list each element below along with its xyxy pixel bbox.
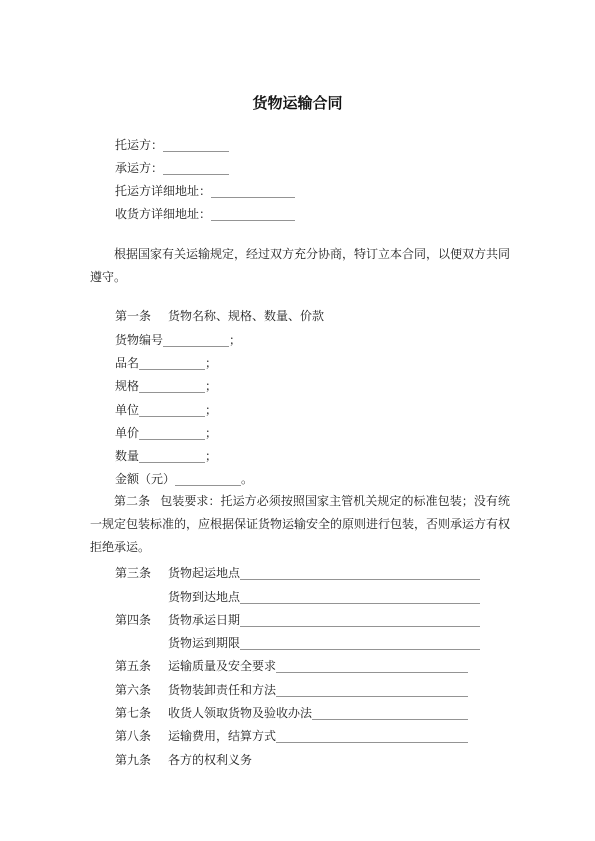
specification-field: 规格___________； (115, 379, 218, 393)
receipt-inspection-field: 收货人领取货物及验收办法__________________________ (168, 706, 469, 720)
departure-location-field: 货物起运地点________________________________________ (168, 566, 481, 580)
quality-safety-field: 运输质量及安全要求________________________________ (168, 659, 469, 673)
consignee-address-field: 收货方详细地址：______________ (115, 207, 296, 221)
document-title: 货物运输合同 (252, 94, 343, 112)
intro-paragraph: 根据国家有关运输规定，经过双方充分协商，特订立本合同，以便双方共同遵守。 (90, 247, 511, 284)
article-1-number: 第一条 (115, 309, 152, 323)
shipper-field: 托运方：___________ (115, 138, 230, 152)
article-2-paragraph (90, 490, 510, 559)
article-3-number: 第三条 (115, 566, 152, 580)
loading-responsibility-field: 货物装卸责任和方法________________________________ (168, 683, 469, 697)
carrier-field: 承运方：___________ (115, 161, 230, 175)
article-2-text: 包装要求：托运方必须按照国家主管机关规定的标准包装；没有统一规定包装标准的，应根据保证货物运输安全的原则进行包装，否则承运方有权拒绝承运。 (90, 494, 511, 554)
unit-price-field: 单价___________； (115, 426, 218, 440)
arrival-location-field: 货物到达地点________________________________________ (168, 590, 481, 604)
article-2-number: 第二条 (114, 494, 151, 508)
quantity-field: 数量___________； (115, 449, 218, 463)
article-9-number: 第九条 (115, 753, 152, 767)
product-name-field: 品名___________； (115, 356, 218, 370)
goods-number-field: 货物编号___________； (115, 333, 242, 347)
article-7-number: 第七条 (115, 706, 152, 720)
article-6-number: 第六条 (115, 683, 152, 697)
fees-settlement-field: 运输费用，结算方式________________________________ (168, 729, 469, 743)
article-8-number: 第八条 (115, 729, 152, 743)
shipper-address-field: 托运方详细地址：______________ (115, 184, 296, 198)
article-1-title: 货物名称、规格、数量、价款 (168, 309, 325, 323)
article-4-number: 第四条 (115, 613, 152, 627)
delivery-deadline-field: 货物运到期限________________________________________ (168, 636, 481, 650)
amount-field: 金额（元）___________。 (115, 472, 254, 486)
unit-field: 单位___________； (115, 403, 218, 417)
article-5-number: 第五条 (115, 659, 152, 673)
article-1-heading (115, 308, 324, 324)
shipping-date-field: 货物承运日期________________________________________ (168, 613, 481, 627)
rights-obligations-heading: 各方的权利义务 (168, 753, 253, 767)
